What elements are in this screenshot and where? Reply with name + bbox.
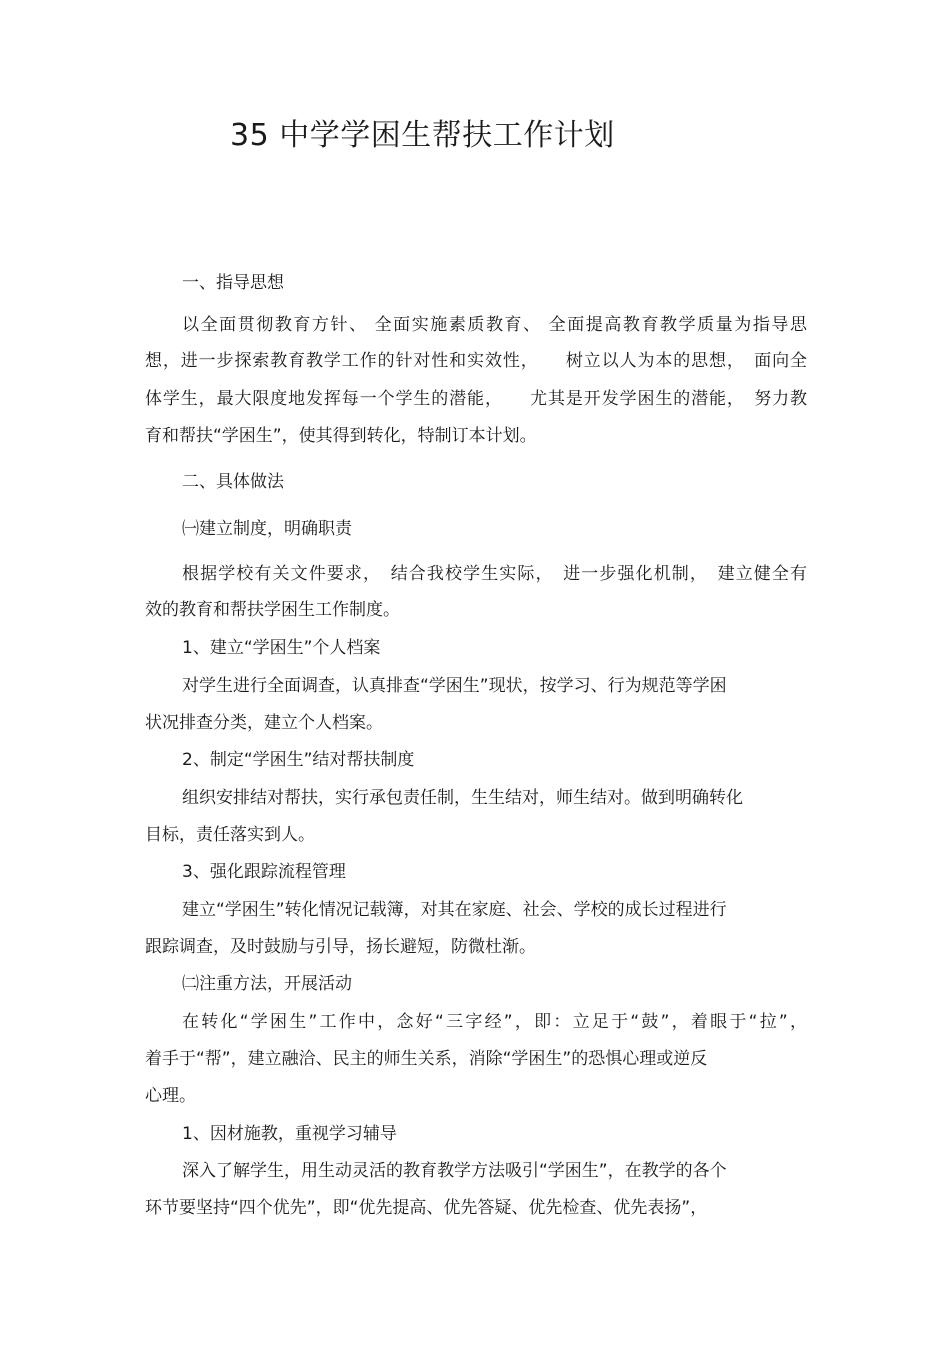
paragraph-line: 以全面贯彻教育方针、 全面实施素质教育、 全面提高教育教学质量为指导思 xyxy=(182,315,807,335)
paragraph-line: 状况排查分类，建立个人档案。 xyxy=(145,713,383,733)
paragraph-line: 建立“学困生”转化情况记载簿，对其在家庭、社会、学校的成长过程进行 xyxy=(182,900,727,920)
paragraph-line: 组织安排结对帮扶，实行承包责任制，生生结对，师生结对。做到明确转化 xyxy=(182,788,743,808)
section-heading-1: 一、指导思想 xyxy=(182,273,284,293)
subsection-heading: ㈠建立制度，明确职责 xyxy=(182,519,352,539)
paragraph-line: 育和帮扶“学困生”，使其得到转化，特制订本计划。 xyxy=(145,426,537,446)
paragraph-line: 环节要坚持“四个优先”，即“优先提高、优先答疑、优先检查、优先表扬”， xyxy=(145,1198,708,1218)
paragraph-line: 对学生进行全面调查，认真排查“学困生”现状，按学习、行为规范等学困 xyxy=(182,676,727,696)
paragraph-line: 体学生，最大限度地发挥每一个学生的潜能， 尤其是开发学困生的潜能， 努力教 xyxy=(145,389,807,409)
paragraph-line: 在转化“学困生”工作中，念好“三字经”，即：立足于“鼓”，着眼于“拉”， xyxy=(182,1012,807,1032)
paragraph-line: 想，进一步探索教育教学工作的针对性和实效性， 树立以人为本的思想， 面向全 xyxy=(145,351,807,371)
item-heading: 2、制定“学困生”结对帮扶制度 xyxy=(182,750,415,770)
paragraph-line: 目标，责任落实到人。 xyxy=(145,825,315,845)
section-heading-2: 二、具体做法 xyxy=(182,472,284,492)
paragraph-line: 根据学校有关文件要求， 结合我校学生实际， 进一步强化机制， 建立健全有 xyxy=(182,564,807,584)
paragraph-line: 着手于“帮”，建立融洽、民主的师生关系，消除“学困生”的恐惧心理或逆反 xyxy=(145,1049,708,1069)
subsection-heading: ㈡注重方法，开展活动 xyxy=(182,974,352,994)
paragraph-line: 效的教育和帮扶学困生工作制度。 xyxy=(145,600,400,620)
paragraph-line: 心理。 xyxy=(145,1086,196,1106)
paragraph-line: 跟踪调查，及时鼓励与引导，扬长避短，防微杜渐。 xyxy=(145,937,536,957)
paragraph-line: 深入了解学生，用生动灵活的教育教学方法吸引“学困生”，在教学的各个 xyxy=(182,1161,727,1181)
item-heading: 1、建立“学困生”个人档案 xyxy=(182,638,381,658)
item-heading: 3、强化跟踪流程管理 xyxy=(182,862,346,882)
item-heading: 1、因材施教，重视学习辅导 xyxy=(182,1124,397,1144)
document-title: 35 中学学困生帮扶工作计划 xyxy=(230,118,615,153)
